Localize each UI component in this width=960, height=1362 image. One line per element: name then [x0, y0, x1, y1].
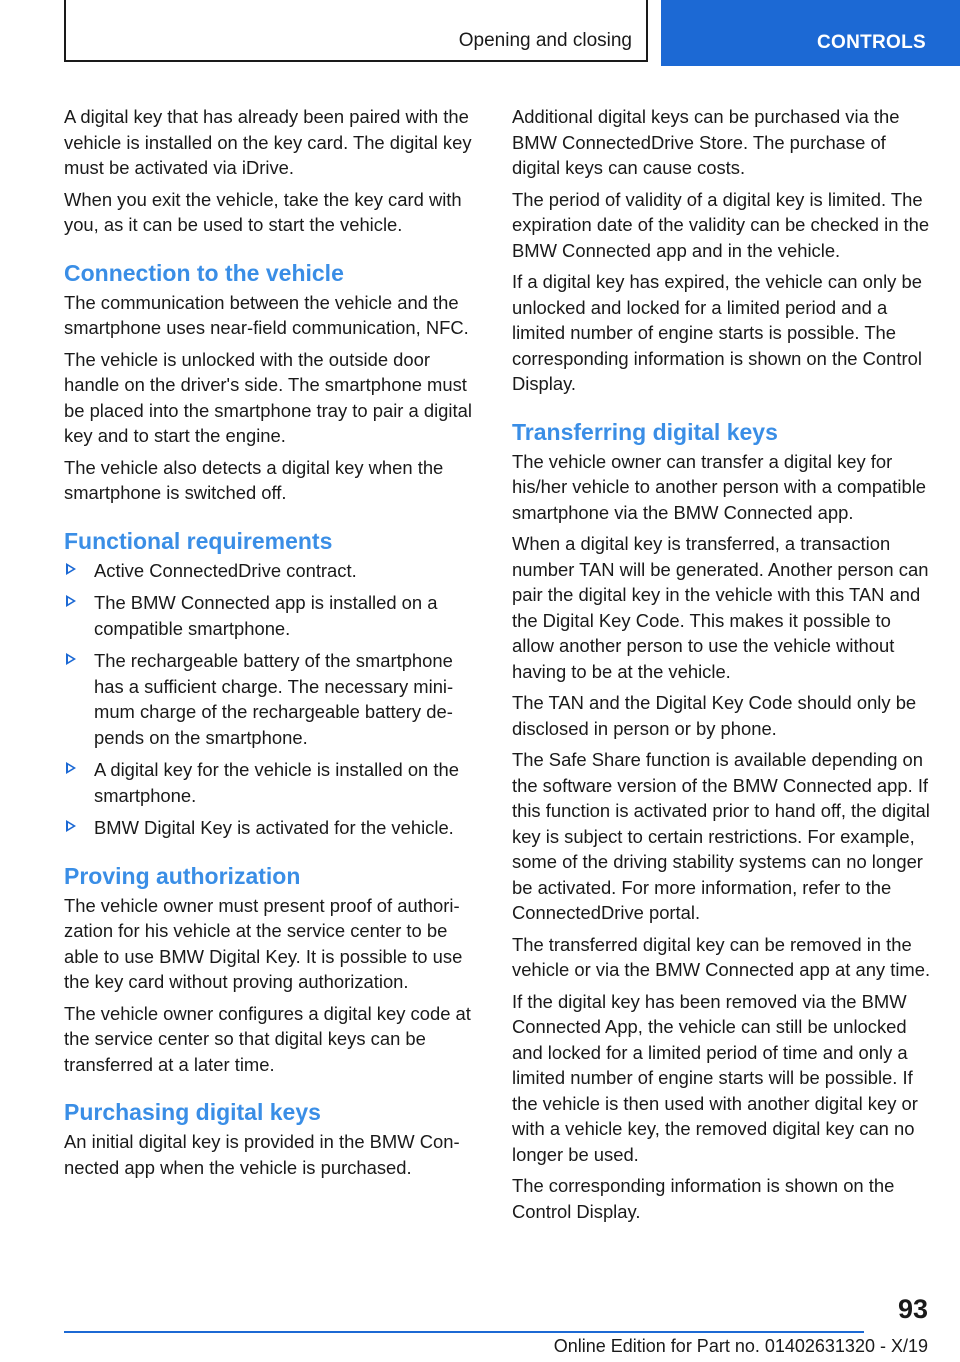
left-column [64, 104, 482, 1186]
list-item-text: The BMW Connected app is installed on a compatible smartphone. [94, 592, 438, 639]
paragraph: The vehicle is unlocked with the outside door handle on the driver's side. The smartphone must be placed into the smartphone tray to pair a digital key and to start the engine. [64, 348, 472, 446]
paragraph: The vehicle owner must present proof of authorization for his vehicle at the service center to be able to use BMW Digital Key. It is possible to use the key card without proving authorization. [64, 894, 463, 992]
heading-transferring: Transferring digital keys [512, 418, 778, 445]
section-title: Opening and closing [458, 30, 632, 51]
paragraph: When you exit the vehicle, take the key card with you, as it can be used to start the vehicle. [64, 188, 462, 235]
paragraph: Additional digital keys can be purchased via the BMW ConnectedDrive Store. The purchase of digital keys can cause costs. [512, 106, 900, 178]
list-item-text: A digital key for the vehicle is installed on the smartphone. [94, 759, 459, 806]
footer-edition: Online Edition for Part no. 01402631320 - X/19 [553, 1336, 928, 1356]
header-chapter-tab [661, 0, 960, 66]
paragraph: The corresponding information is shown on the Control Display. [512, 1175, 895, 1222]
paragraph: The Safe Share function is available depending on the software version of the BMW Connected app. If this function is activated prior to hand off, the digital key is subject to certain restrictions. For example, some of the driving stability systems can no longer be activated. For more information, refer to the ConnectedDrive portal. [512, 749, 930, 923]
triangle-bullet-icon [66, 762, 76, 774]
paragraph: A digital key that has already been paired with the vehicle is installed on the key card. The digital key must be activated via iDrive. [64, 106, 472, 178]
triangle-bullet-icon [66, 563, 76, 575]
footer-divider [64, 1331, 864, 1333]
triangle-bullet-icon [66, 595, 76, 607]
chapter-title: CONTROLS [816, 32, 926, 53]
page-number: 93 [897, 1294, 928, 1324]
list-item [64, 590, 482, 641]
list-item [64, 558, 482, 584]
heading-authorization: Proving authorization [64, 862, 301, 889]
list-item-text: BMW Digital Key is activated for the vehicle. [94, 817, 454, 838]
paragraph: When a digital key is transferred, a transaction number TAN will be generated. Another person can pair the digital key in the vehicle with this TAN and the Digital Key Code. This makes it possible to allow another person to use the vehicle without having to be at the vehicle. [512, 533, 929, 682]
paragraph: The vehicle owner configures a digital key code at the service center so that digital keys can be transferred at a later time. [64, 1002, 471, 1075]
paragraph: The TAN and the Digital Key Code should only be disclosed in person or by phone. [512, 692, 917, 739]
paragraph: The transferred digital key can be removed in the vehicle or via the BMW Connected app at any time. [512, 933, 931, 980]
paragraph: The vehicle also detects a digital key when the smartphone is switched off. [64, 456, 444, 503]
heading-requirements: Functional requirements [64, 527, 333, 554]
heading-connection: Connection to the vehicle [64, 259, 344, 286]
requirements-list [64, 558, 482, 841]
list-item [64, 648, 482, 750]
paragraph: If a digital key has expired, the vehicle can only be unlocked and locked for a limited period and a limited number of engine starts is possible. The corresponding information is shown on the Control Display. [512, 271, 922, 394]
heading-purchasing: Purchasing digital keys [64, 1099, 321, 1125]
list-item [64, 757, 482, 808]
right-column [512, 104, 932, 1230]
paragraph: An initial digital key is provided in the BMW Connected app when the vehicle is purchased. [64, 1131, 460, 1178]
header-section-box [64, 0, 648, 62]
triangle-bullet-icon [66, 653, 76, 665]
list-item-text: Active ConnectedDrive contract. [94, 559, 357, 581]
triangle-bullet-icon [66, 820, 76, 832]
list-item [64, 815, 482, 841]
paragraph: The period of validity of a digital key is limited. The expiration date of the validity can be checked in the BMW Connected app and in the vehicle. [512, 188, 930, 261]
paragraph: The communication between the vehicle and the smartphone uses near-field communication, NFC. [64, 291, 469, 338]
paragraph: The vehicle owner can transfer a digital key for his/her vehicle to another person with a compatible smartphone via the BMW Connected app. [512, 450, 927, 523]
list-item-text: The rechargeable battery of the smartphone has a sufficient charge. The necessary minimum charge of the rechargeable battery depends on the smartphone. [94, 650, 454, 748]
paragraph: If the digital key has been removed via the BMW Connected App, the vehicle can still be unlocked and locked for a limited period of time and only a limited number of engine starts will be possible. If the vehicle is then used with another digital key or with a vehicle key, the removed digital key can no longer be used. [512, 990, 918, 1165]
